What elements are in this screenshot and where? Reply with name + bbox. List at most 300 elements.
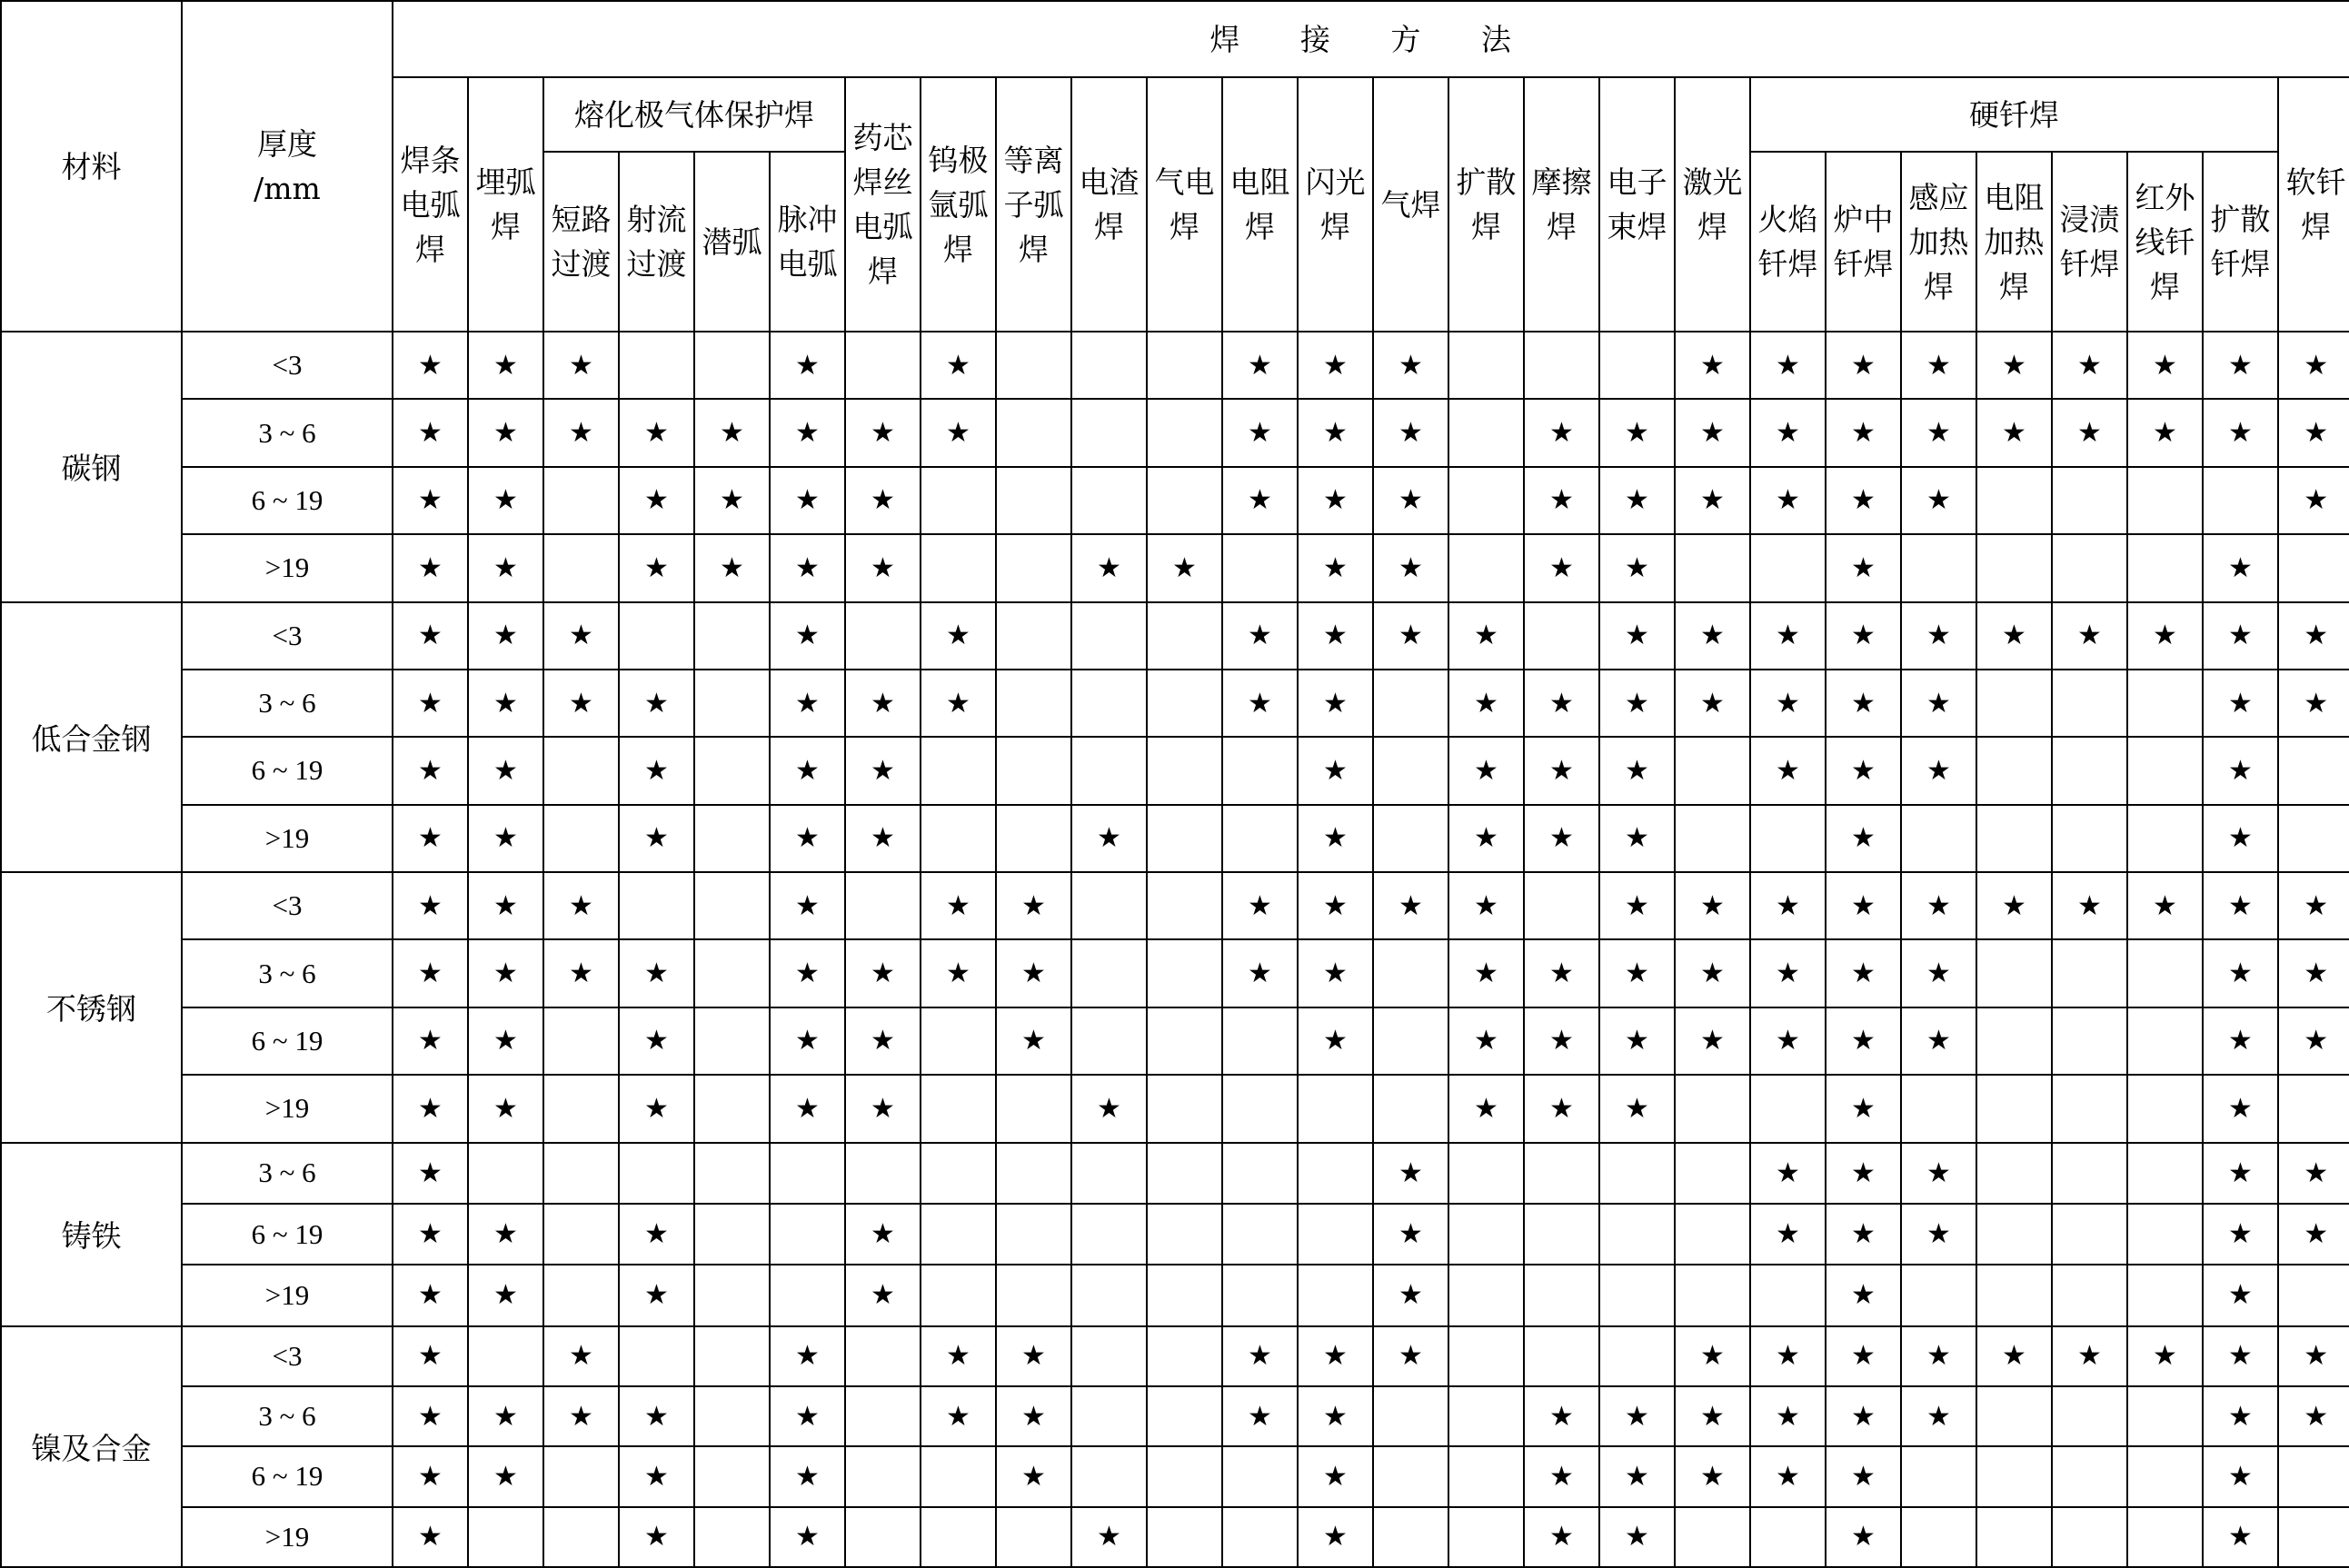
star-icon: ★ <box>795 620 820 652</box>
applicability-cell <box>2127 939 2203 1007</box>
star-icon: ★ <box>871 687 895 719</box>
applicability-cell <box>1901 670 1976 737</box>
applicability-cell <box>1675 467 1750 534</box>
applicability-cell <box>996 1326 1071 1386</box>
applicability-cell <box>1750 1507 1826 1567</box>
star-icon: ★ <box>1926 889 1951 922</box>
applicability-cell <box>1222 534 1298 601</box>
star-icon: ★ <box>2304 1218 2329 1251</box>
applicability-cell <box>1071 1265 1147 1325</box>
star-icon: ★ <box>2002 1340 2026 1373</box>
applicability-cell <box>770 1326 845 1386</box>
star-icon: ★ <box>1625 1400 1649 1433</box>
applicability-cell <box>468 602 543 670</box>
star-icon: ★ <box>2304 1156 2329 1189</box>
applicability-cell <box>845 737 921 804</box>
star-icon: ★ <box>1474 687 1498 719</box>
applicability-cell <box>1373 332 1448 399</box>
applicability-cell <box>1901 1386 1976 1446</box>
applicability-cell <box>996 737 1071 804</box>
method-header-0-text: 焊条 电弧 焊 <box>400 142 461 267</box>
applicability-cell <box>2052 1204 2127 1265</box>
applicability-cell <box>1826 1007 1901 1075</box>
applicability-cell <box>1675 1507 1750 1567</box>
method-header-21 <box>1976 152 2052 332</box>
method-header-18 <box>1750 152 1826 332</box>
applicability-cell <box>996 602 1071 670</box>
thickness-value <box>182 534 393 601</box>
applicability-cell <box>1147 332 1222 399</box>
applicability-cell <box>2203 1204 2278 1265</box>
star-icon: ★ <box>1323 1340 1348 1373</box>
applicability-cell <box>1298 1143 1373 1204</box>
applicability-cell <box>996 1265 1071 1325</box>
applicability-cell <box>1071 1204 1147 1265</box>
star-icon: ★ <box>644 1092 669 1125</box>
star-icon: ★ <box>1851 1460 1876 1493</box>
star-icon: ★ <box>1926 1400 1951 1433</box>
method-header-5-text: 脉冲 电弧 <box>777 202 838 282</box>
star-icon: ★ <box>2304 687 2329 719</box>
star-icon: ★ <box>1398 417 1423 450</box>
gmaw-group-header <box>543 77 845 152</box>
applicability-cell <box>1222 332 1298 399</box>
applicability-cell <box>1222 1507 1298 1567</box>
applicability-cell <box>2052 1007 2127 1075</box>
applicability-cell <box>1071 534 1147 601</box>
applicability-cell <box>393 1007 468 1075</box>
applicability-cell <box>1750 1386 1826 1446</box>
table-row <box>1 1446 2349 1506</box>
star-icon: ★ <box>946 1340 970 1373</box>
applicability-cell <box>845 534 921 601</box>
applicability-cell <box>1071 399 1147 466</box>
applicability-cell <box>1826 1075 1901 1142</box>
table-row <box>1 1265 2349 1325</box>
thickness-value <box>182 1265 393 1325</box>
applicability-cell <box>845 1143 921 1204</box>
table-row <box>1 1075 2349 1142</box>
star-icon: ★ <box>418 822 443 855</box>
applicability-cell <box>1750 805 1826 872</box>
star-icon: ★ <box>2077 620 2102 652</box>
star-icon: ★ <box>418 958 443 990</box>
star-icon: ★ <box>1021 889 1046 922</box>
applicability-cell <box>2127 602 2203 670</box>
star-icon: ★ <box>2228 1025 2253 1057</box>
applicability-cell <box>619 1075 694 1142</box>
applicability-cell <box>1373 805 1448 872</box>
applicability-cell <box>921 602 996 670</box>
applicability-cell <box>845 467 921 534</box>
star-icon: ★ <box>493 687 518 719</box>
applicability-cell <box>921 1326 996 1386</box>
applicability-cell <box>2052 1386 2127 1446</box>
method-header-15-text: 摩擦 焊 <box>1531 164 1592 244</box>
applicability-cell <box>1298 737 1373 804</box>
applicability-cell <box>1750 1446 1826 1506</box>
applicability-cell <box>1976 737 2052 804</box>
applicability-cell <box>2052 805 2127 872</box>
star-icon: ★ <box>644 958 669 990</box>
applicability-cell <box>1675 872 1750 939</box>
star-icon: ★ <box>1926 484 1951 517</box>
applicability-cell <box>1750 332 1826 399</box>
applicability-cell <box>921 737 996 804</box>
applicability-cell <box>2278 670 2349 737</box>
star-icon: ★ <box>1776 349 1800 382</box>
applicability-cell <box>468 467 543 534</box>
applicability-cell <box>1373 1075 1448 1142</box>
applicability-cell <box>845 1007 921 1075</box>
applicability-cell <box>1901 332 1976 399</box>
applicability-cell <box>1071 467 1147 534</box>
applicability-cell <box>1901 1507 1976 1567</box>
applicability-cell <box>2127 534 2203 601</box>
applicability-cell <box>468 1143 543 1204</box>
applicability-cell <box>1373 1326 1448 1386</box>
applicability-cell <box>1147 1446 1222 1506</box>
star-icon: ★ <box>493 551 518 584</box>
applicability-cell <box>1373 939 1448 1007</box>
method-header-7 <box>921 77 996 332</box>
star-icon: ★ <box>2153 889 2177 922</box>
star-icon: ★ <box>795 958 820 990</box>
star-icon: ★ <box>1851 754 1876 787</box>
applicability-cell <box>1222 1007 1298 1075</box>
star-icon: ★ <box>1625 1521 1649 1553</box>
applicability-cell <box>1976 534 2052 601</box>
star-icon: ★ <box>418 1400 443 1433</box>
applicability-cell <box>1599 1265 1675 1325</box>
applicability-cell <box>1071 1386 1147 1446</box>
star-icon: ★ <box>1700 484 1725 517</box>
star-icon: ★ <box>1248 417 1272 450</box>
applicability-cell <box>619 332 694 399</box>
applicability-cell <box>619 1446 694 1506</box>
applicability-cell <box>1976 1204 2052 1265</box>
method-header-22-text: 浸渍 钎焊 <box>2059 202 2120 282</box>
applicability-cell <box>1750 1143 1826 1204</box>
star-icon: ★ <box>1625 1025 1649 1057</box>
applicability-cell <box>393 1507 468 1567</box>
star-icon: ★ <box>1776 484 1800 517</box>
star-icon: ★ <box>1097 551 1121 584</box>
applicability-cell <box>770 534 845 601</box>
applicability-cell <box>1147 1386 1222 1446</box>
star-icon: ★ <box>569 687 593 719</box>
applicability-cell <box>1901 1326 1976 1386</box>
applicability-cell <box>2052 872 2127 939</box>
applicability-cell <box>1373 399 1448 466</box>
method-header-19-text: 炉中 钎焊 <box>1833 202 1894 282</box>
applicability-cell <box>1524 1446 1599 1506</box>
star-icon: ★ <box>2228 1460 2253 1493</box>
applicability-cell <box>1750 670 1826 737</box>
applicability-cell <box>619 1143 694 1204</box>
applicability-cell <box>619 737 694 804</box>
star-icon: ★ <box>1549 958 1574 990</box>
star-icon: ★ <box>1625 484 1649 517</box>
applicability-cell <box>921 534 996 601</box>
applicability-cell <box>468 1075 543 1142</box>
star-icon: ★ <box>418 620 443 652</box>
star-icon: ★ <box>644 417 669 450</box>
star-icon: ★ <box>1700 349 1725 382</box>
applicability-cell <box>1826 399 1901 466</box>
applicability-cell <box>845 805 921 872</box>
applicability-cell <box>1448 872 1524 939</box>
material-name-text: 铸铁 <box>61 1218 122 1255</box>
method-header-23-text: 红外 线钎 焊 <box>2135 179 2195 304</box>
table-row <box>1 1326 2349 1386</box>
applicability-cell <box>1298 1007 1373 1075</box>
applicability-cell <box>2127 399 2203 466</box>
method-header-12 <box>1298 77 1373 332</box>
star-icon: ★ <box>871 822 895 855</box>
applicability-cell <box>2127 467 2203 534</box>
applicability-cell <box>1147 1326 1222 1386</box>
star-icon: ★ <box>418 687 443 719</box>
star-icon: ★ <box>1776 1460 1800 1493</box>
applicability-cell <box>393 805 468 872</box>
star-icon: ★ <box>1323 417 1348 450</box>
applicability-cell <box>2052 534 2127 601</box>
applicability-cell <box>1524 1265 1599 1325</box>
star-icon: ★ <box>1926 1156 1951 1189</box>
applicability-cell <box>1976 602 2052 670</box>
applicability-cell <box>1750 1075 1826 1142</box>
applicability-cell <box>1901 805 1976 872</box>
star-icon: ★ <box>644 687 669 719</box>
applicability-cell <box>1373 1007 1448 1075</box>
star-icon: ★ <box>1398 1218 1423 1251</box>
star-icon: ★ <box>1398 349 1423 382</box>
applicability-cell <box>770 737 845 804</box>
star-icon: ★ <box>1398 551 1423 584</box>
star-icon: ★ <box>1549 1092 1574 1125</box>
applicability-cell <box>1298 467 1373 534</box>
applicability-cell <box>1750 1204 1826 1265</box>
applicability-cell <box>1147 399 1222 466</box>
star-icon: ★ <box>644 1025 669 1057</box>
star-icon: ★ <box>1323 1460 1348 1493</box>
star-icon: ★ <box>1323 620 1348 652</box>
applicability-cell <box>2052 332 2127 399</box>
applicability-cell <box>1071 602 1147 670</box>
star-icon: ★ <box>493 620 518 652</box>
star-icon: ★ <box>569 889 593 922</box>
applicability-cell <box>845 1326 921 1386</box>
star-icon: ★ <box>1398 620 1423 652</box>
applicability-cell <box>1071 1507 1147 1567</box>
thickness-value <box>182 1143 393 1204</box>
thickness-value <box>182 670 393 737</box>
star-icon: ★ <box>2228 1156 2253 1189</box>
star-icon: ★ <box>2228 417 2253 450</box>
applicability-cell <box>845 939 921 1007</box>
star-icon: ★ <box>1851 1340 1876 1373</box>
applicability-cell <box>1675 332 1750 399</box>
applicability-cell <box>2203 1265 2278 1325</box>
applicability-cell <box>694 670 770 737</box>
star-icon: ★ <box>871 1025 895 1057</box>
applicability-cell <box>694 1326 770 1386</box>
applicability-cell <box>921 670 996 737</box>
star-icon: ★ <box>2228 1218 2253 1251</box>
star-icon: ★ <box>493 417 518 450</box>
star-icon: ★ <box>1398 889 1423 922</box>
star-icon: ★ <box>1474 1092 1498 1125</box>
applicability-cell <box>694 1007 770 1075</box>
applicability-cell <box>1147 670 1222 737</box>
applicability-cell <box>996 467 1071 534</box>
applicability-cell <box>1750 939 1826 1007</box>
applicability-cell <box>1147 872 1222 939</box>
star-icon: ★ <box>795 687 820 719</box>
method-header-11-text: 电阻 焊 <box>1229 164 1290 244</box>
star-icon: ★ <box>1549 687 1574 719</box>
star-icon: ★ <box>946 620 970 652</box>
applicability-cell <box>694 1204 770 1265</box>
applicability-cell <box>921 1204 996 1265</box>
applicability-cell <box>393 1386 468 1446</box>
applicability-cell <box>845 332 921 399</box>
applicability-cell <box>1448 1143 1524 1204</box>
applicability-cell <box>1976 1007 2052 1075</box>
applicability-cell <box>2127 1446 2203 1506</box>
applicability-cell <box>1448 467 1524 534</box>
applicability-cell <box>2127 1507 2203 1567</box>
star-icon: ★ <box>871 1279 895 1312</box>
applicability-cell <box>845 1507 921 1567</box>
applicability-cell <box>468 399 543 466</box>
applicability-cell <box>1222 399 1298 466</box>
thickness-value <box>182 1507 393 1567</box>
applicability-cell <box>2203 534 2278 601</box>
applicability-cell <box>1901 534 1976 601</box>
material-name <box>1 1143 182 1326</box>
applicability-cell <box>1599 1446 1675 1506</box>
star-icon: ★ <box>493 754 518 787</box>
applicability-cell <box>2052 399 2127 466</box>
applicability-cell <box>2052 939 2127 1007</box>
star-icon: ★ <box>1549 1460 1574 1493</box>
applicability-cell <box>770 602 845 670</box>
applicability-cell <box>1901 1143 1976 1204</box>
applicability-cell <box>1448 805 1524 872</box>
applicability-cell <box>1524 737 1599 804</box>
applicability-cell <box>2127 1143 2203 1204</box>
applicability-cell <box>1071 1075 1147 1142</box>
thickness-value-text: <3 <box>272 619 303 651</box>
applicability-cell <box>2278 534 2349 601</box>
applicability-cell <box>1373 737 1448 804</box>
applicability-cell <box>543 670 619 737</box>
applicability-cell <box>468 534 543 601</box>
method-header-2-text: 短路 过渡 <box>551 202 612 282</box>
star-icon: ★ <box>2153 349 2177 382</box>
applicability-cell <box>694 1075 770 1142</box>
star-icon: ★ <box>1248 889 1272 922</box>
applicability-cell <box>1675 1265 1750 1325</box>
star-icon: ★ <box>1549 551 1574 584</box>
star-icon: ★ <box>1776 620 1800 652</box>
applicability-cell <box>694 737 770 804</box>
star-icon: ★ <box>1474 620 1498 652</box>
applicability-cell <box>996 1143 1071 1204</box>
applicability-cell <box>2052 1446 2127 1506</box>
star-icon: ★ <box>493 1460 518 1493</box>
applicability-cell <box>770 1204 845 1265</box>
applicability-cell <box>1901 1075 1976 1142</box>
star-icon: ★ <box>1776 1400 1800 1433</box>
star-icon: ★ <box>493 1092 518 1125</box>
star-icon: ★ <box>1021 958 1046 990</box>
applicability-cell <box>770 670 845 737</box>
applicability-cell <box>543 1204 619 1265</box>
applicability-cell <box>2278 1143 2349 1204</box>
star-icon: ★ <box>1549 754 1574 787</box>
applicability-cell <box>1298 872 1373 939</box>
star-icon: ★ <box>946 958 970 990</box>
applicability-cell <box>393 467 468 534</box>
star-icon: ★ <box>2002 349 2026 382</box>
star-icon: ★ <box>795 484 820 517</box>
applicability-cell <box>2278 602 2349 670</box>
star-icon: ★ <box>1625 889 1649 922</box>
welding-method-header-text: 焊 接 方 法 <box>1209 21 1537 57</box>
thickness-value <box>182 1446 393 1506</box>
applicability-cell <box>1147 1204 1222 1265</box>
applicability-cell <box>1071 1446 1147 1506</box>
star-icon: ★ <box>1851 1218 1876 1251</box>
applicability-cell <box>1298 1326 1373 1386</box>
applicability-cell <box>845 670 921 737</box>
star-icon: ★ <box>1474 958 1498 990</box>
star-icon: ★ <box>1323 551 1348 584</box>
applicability-cell <box>845 399 921 466</box>
method-header-10 <box>1147 77 1222 332</box>
applicability-cell <box>694 534 770 601</box>
table-row <box>1 332 2349 399</box>
applicability-cell <box>770 399 845 466</box>
star-icon: ★ <box>1776 1340 1800 1373</box>
star-icon: ★ <box>418 1521 443 1553</box>
applicability-cell <box>543 872 619 939</box>
applicability-cell <box>1448 1204 1524 1265</box>
applicability-cell <box>2203 332 2278 399</box>
star-icon: ★ <box>2304 1400 2329 1433</box>
star-icon: ★ <box>493 958 518 990</box>
applicability-cell <box>1675 1143 1750 1204</box>
applicability-cell <box>619 602 694 670</box>
applicability-cell <box>1599 1143 1675 1204</box>
applicability-cell <box>543 805 619 872</box>
applicability-cell <box>1599 332 1675 399</box>
applicability-cell <box>845 1446 921 1506</box>
applicability-cell <box>1524 467 1599 534</box>
applicability-cell <box>1222 737 1298 804</box>
applicability-cell <box>619 467 694 534</box>
applicability-cell <box>1826 1446 1901 1506</box>
applicability-cell <box>770 1507 845 1567</box>
star-icon: ★ <box>720 417 744 450</box>
method-header-21-text: 电阻 加热 焊 <box>1984 179 2045 304</box>
applicability-cell <box>1901 1007 1976 1075</box>
applicability-cell <box>1524 939 1599 1007</box>
star-icon: ★ <box>644 1460 669 1493</box>
